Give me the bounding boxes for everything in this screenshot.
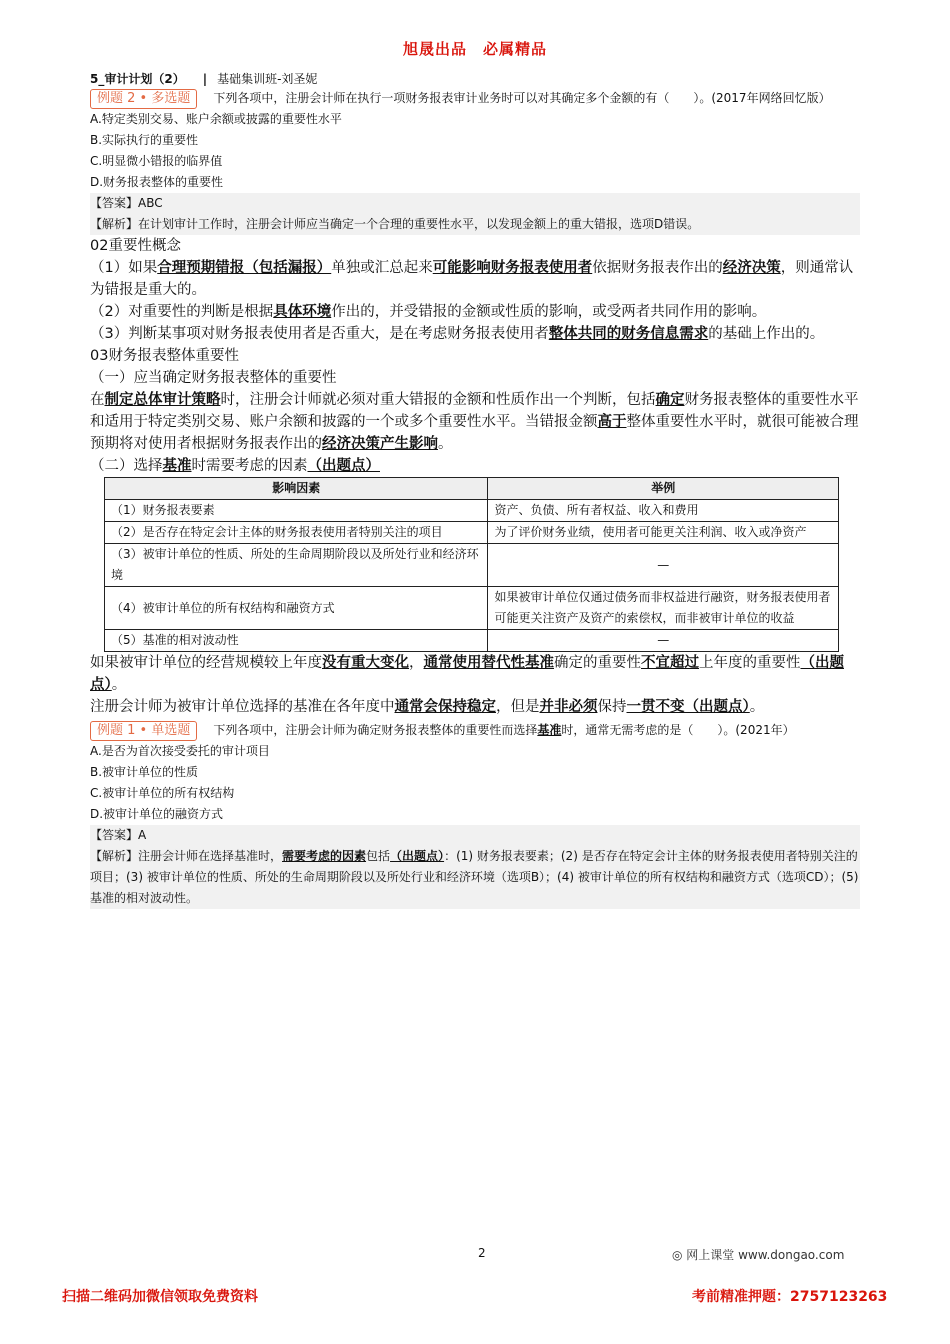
overall-materiality-paragraph	[90, 389, 860, 455]
example-cell: —	[488, 630, 839, 652]
text: 依据财务报表作出的	[592, 260, 723, 276]
highlight: 并非必须	[539, 699, 598, 715]
column-header-factor: 影响因素	[105, 478, 488, 500]
header-separator: |	[202, 72, 208, 86]
section-03	[90, 345, 860, 477]
text: 整体重要性水平时，就很可能被合理预期将对使用者根据财务报表作出的	[90, 414, 859, 452]
text: 注册会计师为被审计单位选择的基准在各年度中	[90, 699, 395, 715]
factor-cell: （3）被审计单位的性质、所处的生命周期阶段以及所处行业和经济环境	[105, 544, 488, 587]
highlight: 整体共同的财务信息需求	[548, 326, 709, 342]
text: 。	[438, 436, 453, 452]
text: ，但是	[496, 699, 540, 715]
page-content	[90, 70, 860, 909]
option-c: C.明显微小错报的临界值	[90, 154, 223, 168]
highlight: 合理预期错报（包括漏报）	[157, 260, 332, 276]
table-row	[105, 630, 839, 652]
factor-cell: （4）被审计单位的所有权结构和融资方式	[105, 587, 488, 630]
text: 的基础上作出的。	[708, 326, 825, 342]
benchmark-notes	[90, 652, 860, 718]
page-number: 2	[478, 1246, 486, 1260]
factor-cell: （5）基准的相对波动性	[105, 630, 488, 652]
text: 时，通常无需考虑的是（ ）。(2021年）	[561, 723, 795, 737]
course-name: 基础集训班-刘圣妮	[217, 72, 318, 86]
factor-cell: （2）是否存在特定会计主体的财务报表使用者特别关注的项目	[105, 522, 488, 544]
highlight: 通常使用替代性基准	[423, 655, 554, 671]
highlight: 一贯不变（出题点）	[626, 699, 750, 715]
concept-paragraph-3	[90, 323, 860, 345]
example-2-badge: 例题 2 • 多选题	[90, 89, 197, 109]
table-row	[105, 587, 839, 630]
example-2-stem-line	[90, 88, 860, 109]
concept-paragraph-1	[90, 257, 860, 301]
example-cell: 为了评价财务业绩，使用者可能更关注利润、收入或净资产	[488, 522, 839, 544]
highlight: 基准	[162, 458, 192, 474]
site-logo	[672, 1246, 844, 1263]
text: 财务报表整体的重要性水平和适用于特定类别交易、账户余额和披露的一个或多个重要性水平。当错报金额	[90, 392, 859, 430]
example-1-stem-line	[90, 720, 860, 741]
example-2-answer: 【答案】ABC	[90, 193, 860, 214]
logo-text: 网上课堂 www.dongao.com	[686, 1248, 845, 1262]
option-b: B.实际执行的重要性	[90, 133, 199, 147]
option-c: C.被审计单位的所有权结构	[90, 786, 235, 800]
text: 确定的重要性	[554, 655, 641, 671]
highlight: 没有重大变化	[322, 655, 409, 671]
highlight: （出题点）	[307, 458, 380, 474]
highlight: 可能影响财务报表使用者	[432, 260, 593, 276]
example-cell: 如果被审计单位仅通过债务而非权益进行融资，财务报表使用者可能更关注资产及资产的索偿权，而非被审计单位的收益	[488, 587, 839, 630]
highlight: 确定	[655, 392, 685, 408]
text: ：(1) 财务报表要素；(2) 是否存在特定会计主体的财务报表使用者特别关注的项目；(3) 被审计单位的性质、所处的生命周期阶段以及所处行业和经济环境（选项B）；(4) 被审计单位的所有权结构和融资方式（选项CD）；(5) 基准的相对波动性。	[90, 849, 859, 905]
logo-icon: ◎	[672, 1248, 687, 1262]
factor-cell: （1）财务报表要素	[105, 500, 488, 522]
highlight: （出题点）	[390, 849, 445, 863]
column-header-example: 举例	[488, 478, 839, 500]
highlight: 高于	[597, 414, 627, 430]
highlight: 经济决策	[722, 260, 781, 276]
highlight: 经济决策产生影响	[322, 436, 438, 452]
table-header-row	[105, 478, 839, 500]
text: 时需要考虑的因素	[191, 458, 308, 474]
section-03-title: 03财务报表整体重要性	[90, 348, 239, 364]
text: 保持	[597, 699, 627, 715]
example-cell: 资产、负债、所有者权益、收入和费用	[488, 500, 839, 522]
footer-promo-left: 扫描二维码加微信领取免费资料	[62, 1289, 258, 1305]
benchmark-factors-table	[104, 477, 839, 652]
option-d: D.被审计单位的融资方式	[90, 807, 224, 821]
text: （3）判断某事项对财务报表使用者是否重大，是在考虑财务报表使用者	[90, 326, 549, 342]
example-2	[90, 88, 860, 235]
table-row	[105, 522, 839, 544]
section-header	[90, 70, 860, 88]
subsection-2-title	[90, 455, 860, 477]
section-title: 5_审计计划（2）	[90, 72, 185, 86]
table-row	[105, 544, 839, 587]
example-1-badge: 例题 1 • 单选题	[90, 721, 197, 741]
text: 在	[90, 392, 105, 408]
text: 时，注册会计师就必须对重大错报的金额和性质作出一个判断，包括	[220, 392, 656, 408]
text: 上年度的重要性	[699, 655, 801, 671]
example-2-analysis: 【解析】在计划审计工作时，注册会计师应当确定一个合理的重要性水平，以发现金额上的重大错报，选项D错误。	[90, 214, 860, 235]
example-1	[90, 720, 860, 909]
example-1-answer: 【答案】A	[90, 825, 860, 846]
option-d: D.财务报表整体的重要性	[90, 175, 224, 189]
benchmark-note-1	[90, 652, 860, 696]
section-02-title: 02重要性概念	[90, 238, 181, 254]
highlight: 制定总体审计策略	[104, 392, 221, 408]
text: 单独或汇总起来	[331, 260, 433, 276]
text: （2）对重要性的判断是根据	[90, 304, 274, 320]
footer-promo-right: 考前精准押题：2757123263	[692, 1289, 888, 1305]
text: 下列各项中，注册会计师为确定财务报表整体的重要性而选择	[213, 723, 538, 737]
text: 作出的，并受错报的金额或性质的影响，或受两者共同作用的影响。	[331, 304, 767, 320]
concept-paragraph-2	[90, 301, 860, 323]
highlight: 需要考虑的因素	[282, 849, 367, 863]
text: （1）如果	[90, 260, 158, 276]
text: ，	[409, 655, 424, 671]
benchmark-note-2	[90, 696, 860, 718]
text: （二）选择	[90, 458, 163, 474]
highlight: （出题点）	[90, 655, 844, 693]
subsection-1-title: （一）应当确定财务报表整体的重要性	[90, 370, 337, 386]
text: 。	[749, 699, 765, 715]
option-a: A.特定类别交易、账户余额或披露的重要性水平	[90, 112, 342, 126]
text: ，则通常认为错报是重大的。	[90, 260, 854, 298]
text: 【解析】注册会计师在选择基准时，	[90, 849, 283, 863]
example-2-stem: 下列各项中，注册会计师在执行一项财务报表审计业务时可以对其确定多个金额的有（ ）。(2017年网络回忆版）	[213, 91, 831, 105]
option-a: A.是否为首次接受委托的审计项目	[90, 744, 270, 758]
text: 。	[111, 677, 127, 693]
highlight: 具体环境	[273, 304, 332, 320]
section-02	[90, 235, 860, 345]
top-banner: 旭晟出品 必属精品	[402, 40, 547, 58]
highlight: 通常会保持稳定	[394, 699, 496, 715]
highlight: 不宜超过	[641, 655, 699, 671]
table-row	[105, 500, 839, 522]
option-b: B.被审计单位的性质	[90, 765, 199, 779]
example-cell: —	[488, 544, 839, 587]
example-1-analysis	[90, 846, 860, 909]
text: 如果被审计单位的经营规模较上年度	[90, 655, 322, 671]
highlight: 基准	[537, 723, 562, 737]
text: 包括	[366, 849, 391, 863]
